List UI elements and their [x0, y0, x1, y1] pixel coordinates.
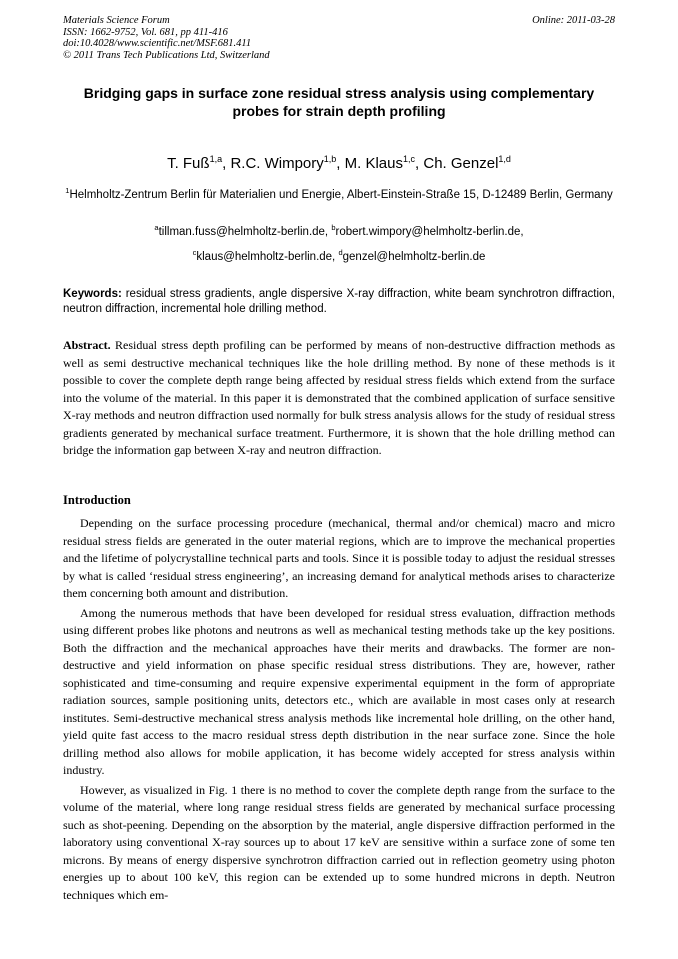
- online-date: Online: 2011-03-28: [532, 15, 615, 26]
- journal-name: Materials Science Forum: [63, 15, 170, 26]
- email-line-2: $^c$klaus@helmholtz-berlin.de, $^d$genzel@helmholtz-berlin.de: [192, 248, 486, 263]
- affiliation: [63, 183, 615, 203]
- paper-title: Bridging gaps in surface zone residual stress analysis using complementary probes for strain depth profiling: [83, 85, 595, 119]
- keywords-label: Keywords:: [63, 288, 122, 300]
- journal-header: [63, 15, 615, 61]
- abstract: [63, 337, 615, 460]
- author-name: T. Fuß: [167, 155, 210, 172]
- email-link[interactable]: tillman.fuss@helmholtz-berlin.de,: [158, 225, 329, 238]
- author-name: R.C. Wimpory: [230, 155, 324, 172]
- paragraph: Depending on the surface processing procedure (mechanical, thermal and/or chemical) macro and micro residual stress fields are generated in the outer material regions, which are to improve the mechanical properties and the lifetime of polycrystalline technical parts and tools. Since it is possible today to adjust the residual stresses by what is called ‘residual stress engineering’, an increasing demand for analytical methods arises to characterize them concerning both amount and distribution.: [63, 516, 615, 600]
- author-affil-sup: 1,d: [498, 154, 511, 164]
- email-link[interactable]: robert.wimpory@helmholtz-berlin.de,: [335, 225, 524, 238]
- abstract-text: Residual stress depth profiling can be performed by means of non-destructive diffraction methods as well as semi destructive mechanical techniques like the hole drilling method. By none of these methods is it possible to cover the complete depth range being affected by residual stress fields which extend from the surface into the volume of the material. In this paper it is demonstrated that the combined application of surface sensitive X-ray methods and neutron diffraction used normally for bulk stress analysis allows for the study of residual stress gradients generated by mechanical surface treatment. Furthermore, it is shown that the hole drilling method can bridge the information gap between X-ray and neutron diffraction.: [63, 338, 616, 457]
- author-affil-sup: 1,c: [403, 154, 416, 164]
- email-link[interactable]: klaus@helmholtz-berlin.de,: [196, 250, 336, 263]
- author-name: M. Klaus: [344, 155, 403, 172]
- author-affil-sup: 1,a: [209, 154, 223, 164]
- doi-line: doi:10.4028/www.scientific.net/MSF.681.411: [63, 38, 252, 49]
- email-link[interactable]: genzel@helmholtz-berlin.de: [342, 250, 486, 263]
- author-name: Ch. Genzel: [423, 155, 499, 172]
- affiliation-sup: 1: [65, 186, 70, 195]
- affiliation-text: Helmholtz-Zentrum Berlin für Materialien und Energie, Albert-Einstein-Straße 15, D-12489 Berlin, Germany: [69, 188, 613, 201]
- issn-line: ISSN: 1662-9752, Vol. 681, pp 411-416: [63, 26, 228, 38]
- section-heading-introduction: Introduction: [63, 493, 131, 507]
- paragraph: Among the numerous methods that have been developed for residual stress evaluation, diffraction methods using different probes like photons and neutrons as well as mechanical testing methods take up the key positions. Both the diffraction and the mechanical approaches have their merits and drawbacks. The former are non-destructive and yield information on phase specific residual stress distributions. They are, however, rather sophisticated and time-consuming and require expensive experimental equipment in the form of appropriate radiation sources, sample positioning units, detectors etc., which are available in most cases only at research institutes. Semi-destructive mechanical stress analysis methods like incremental hole drilling, on the other hand, yield quite fast access to the macro residual stress depth distribution in the near surface zone. Since the hole drilling method also allows for mobile application, it has become widely accepted for stress analysis within industry.: [63, 605, 615, 777]
- keywords-text: residual stress gradients, angle dispersive X-ray diffraction, white beam synchrotron diffraction, neutron diffraction, incremental hole drilling method.: [63, 288, 616, 315]
- author-affil-sup: 1,b: [323, 154, 337, 164]
- email-line-1: $^a$tillman.fuss@helmholtz-berlin.de, $^b$robert.wimpory@helmholtz-berlin.de,: [154, 223, 524, 238]
- copyright-line: © 2011 Trans Tech Publications Ltd, Switzerland: [63, 49, 270, 61]
- introduction-body: [63, 515, 615, 904]
- keywords: [63, 287, 615, 316]
- abstract-label: Abstract.: [63, 338, 111, 352]
- paragraph: However, as visualized in Fig. 1 there is no method to cover the complete depth range from the surface to the volume of the material, where long range residual stress fields are generated by mechanical surface processing such as shot-peening. Depending on the absorption by the material, angle dispersive diffraction performed in the laboratory using conventional X-ray sources up to about 17 keV are sensitive within a surface zone of some ten microns. By means of energy dispersive synchrotron diffraction carried out in reflection geometry using photon energies up to about 100 keV, this region can be extended up to some hundred microns in depth. Neutron techniques which em-: [63, 782, 615, 902]
- author-list: T. Fuß$^{1,a}$, R.C. Wimpory$^{1,b}$, M. Klaus$^{1,c}$, Ch. Genzel$^{1,d}$: [167, 154, 511, 172]
